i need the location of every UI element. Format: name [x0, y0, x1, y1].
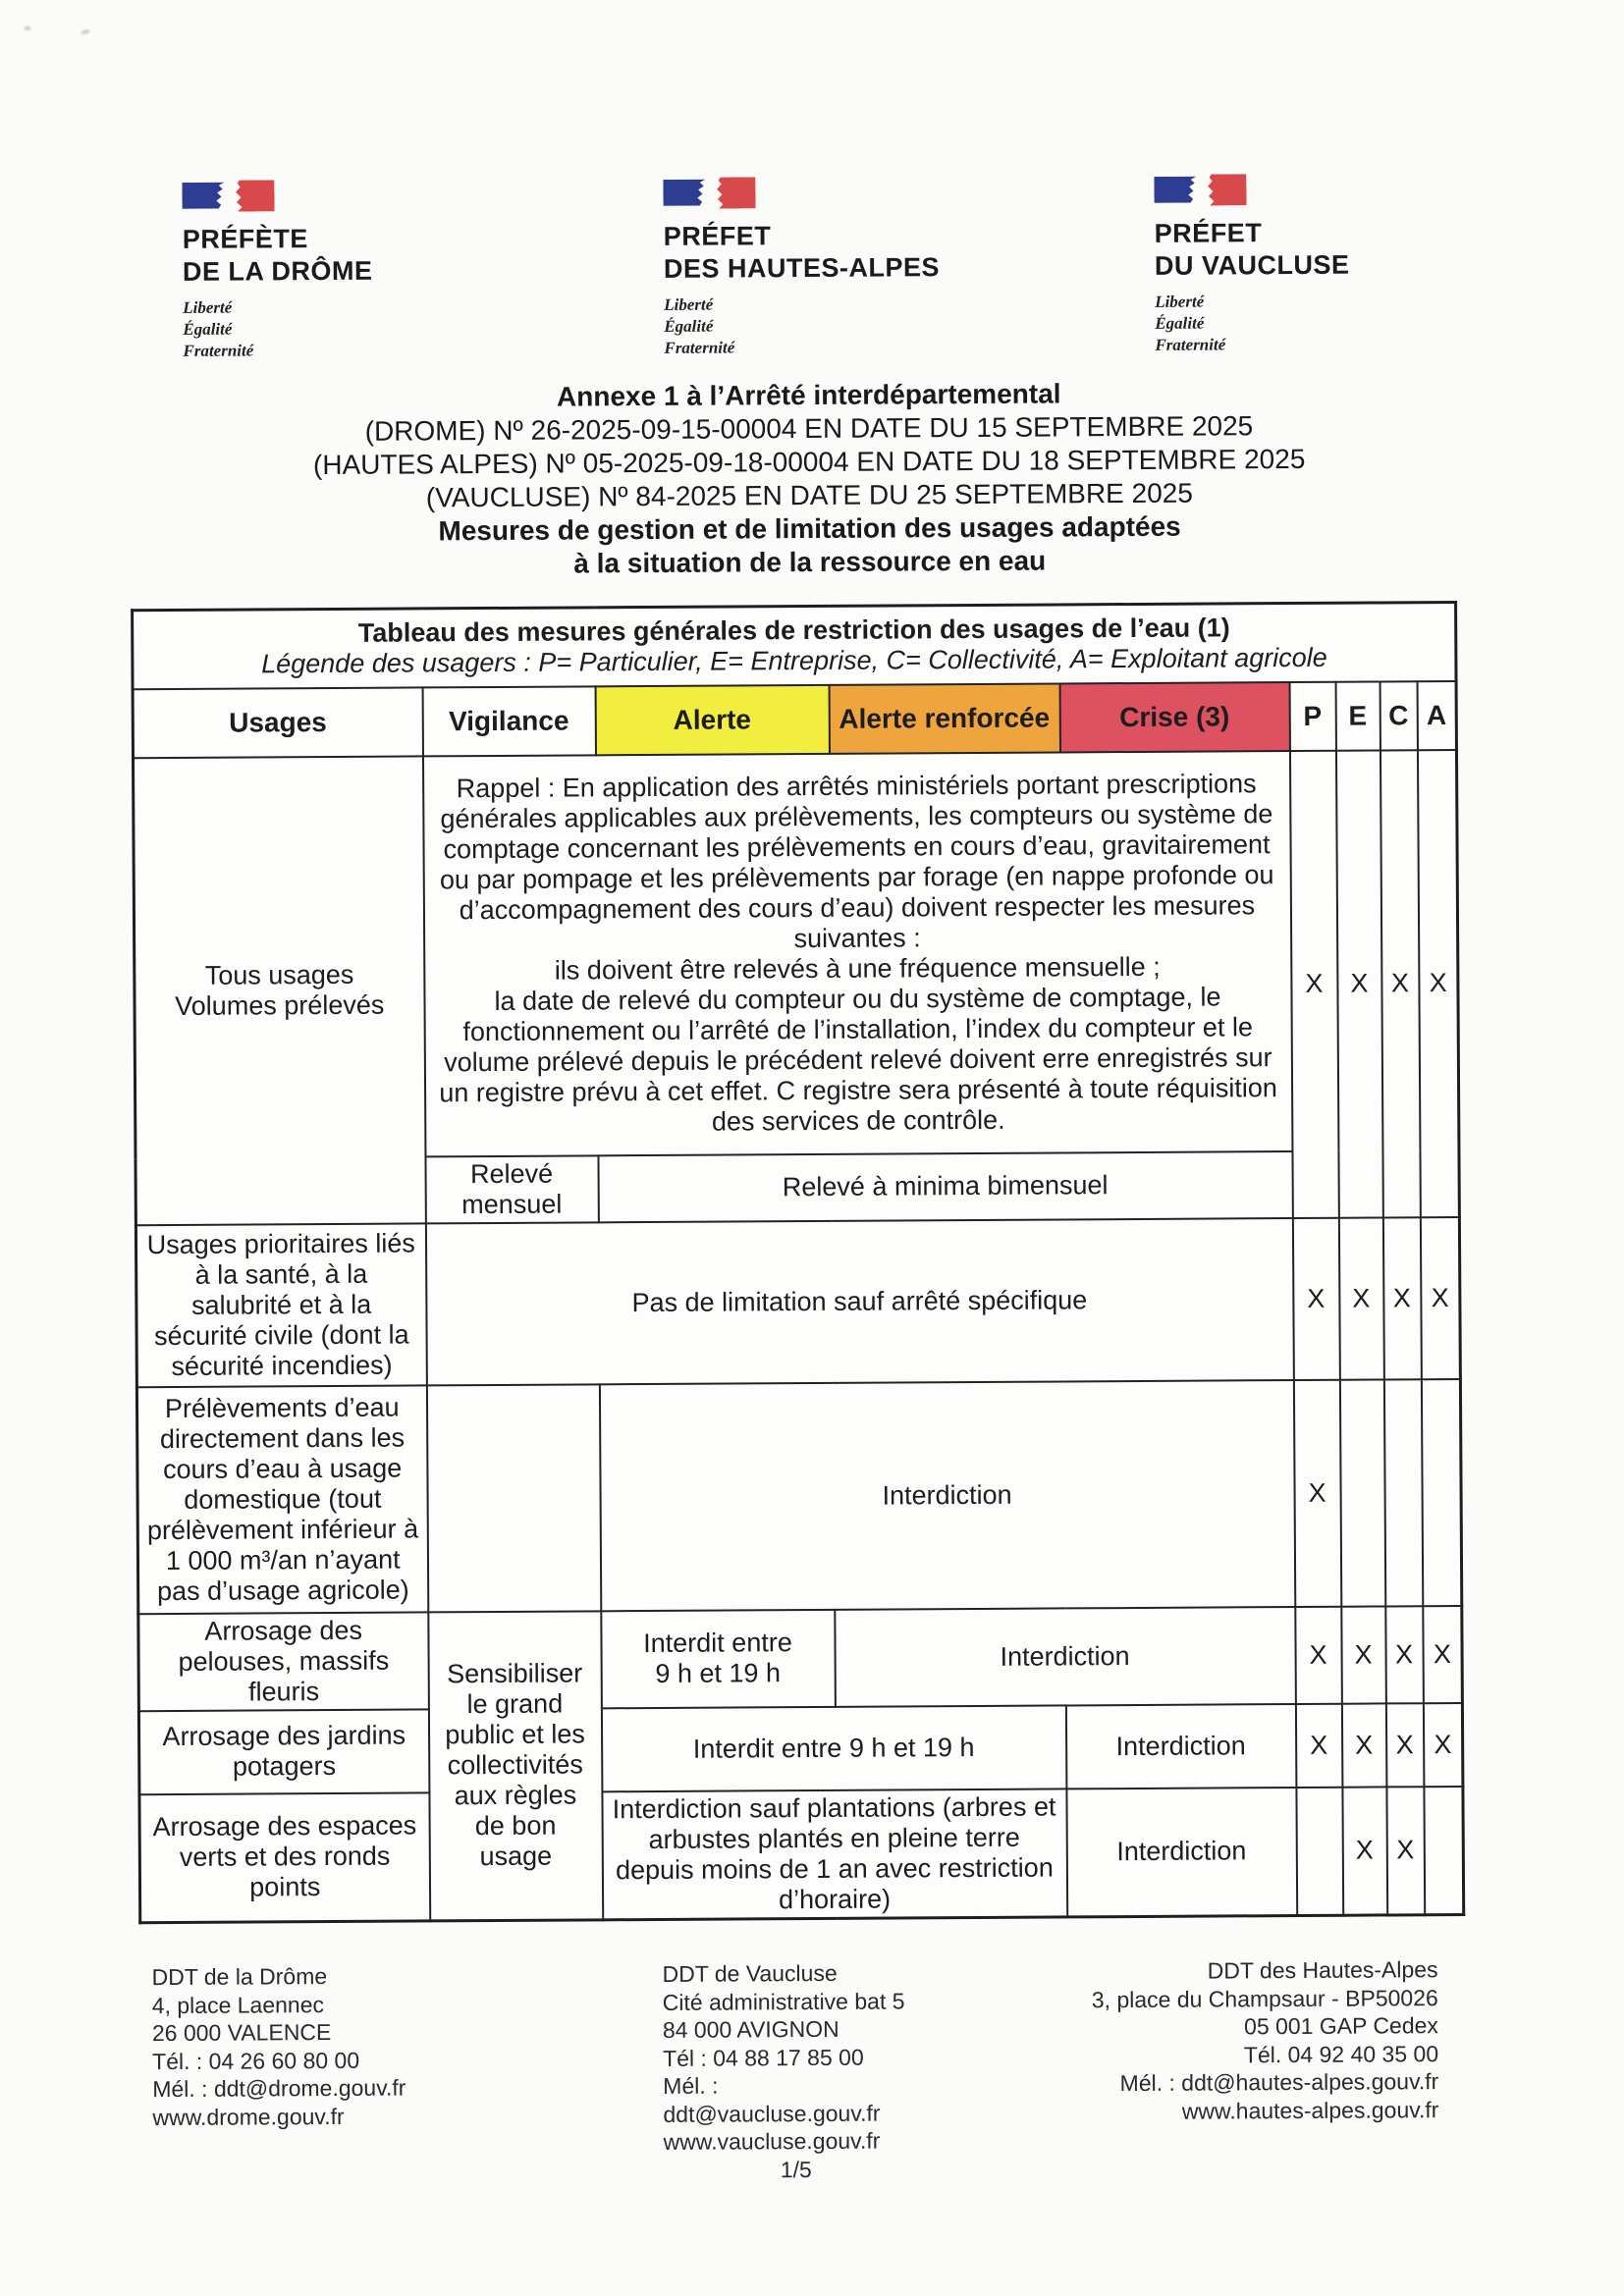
usage-arrosage-pelouses: Arrosage des pelouses, massifs fleuris: [138, 1612, 429, 1711]
table-title: Tableau des mesures générales de restriction des usages de l’eau (1): [357, 613, 1230, 648]
marianne-logo-icon: [663, 177, 757, 211]
title-line-hautes-alpes: (HAUTES ALPES) Nº 05-2025-09-18-00004 EN DATE DU 18 SEPTEMBRE 2025: [312, 443, 1306, 481]
prefecture-name: PRÉFÈTE DE LA DRÔME: [182, 224, 373, 287]
scan-artifact: [24, 27, 30, 30]
releve-mensuel-cell: Relevé mensuel: [425, 1155, 598, 1223]
usage-prioritaires: Usages prioritaires liés à la santé, à la salubrité et à la sécurité civile (dont la sécurité incendies): [135, 1223, 426, 1387]
col-header-alerte-renforcee: Alerte renforcée: [829, 683, 1059, 753]
flag-blue-shape: [663, 180, 705, 206]
marianne-logo-icon: [182, 180, 276, 214]
page-number: 1/5: [780, 2156, 812, 2182]
flag-red-shape: [715, 177, 755, 208]
vigilance-empty-cell: [426, 1384, 600, 1612]
interdiction-sauf-plantations-cell: Interdiction sauf plantations (arbres et arbustes plantés en pleine terre depuis moins de 1 an avec restriction d’horaire): [602, 1789, 1067, 1919]
motto: Liberté Égalité Fraternité: [183, 297, 254, 360]
prefecture-block-drome: [182, 178, 595, 362]
sensibiliser-cell: Sensibiliser le grand public et les collectivités aux règles de bon usage: [428, 1611, 603, 1921]
flag-blue-shape: [182, 183, 224, 209]
col-header-alerte: Alerte: [595, 684, 829, 754]
motto: Liberté Égalité Fraternité: [1155, 292, 1226, 354]
footer-ddt-drome: DDT de la Drôme 4, place Laennec 26 000 VALENCE Tél. : 04 26 60 80 00 Mél. : ddt@drome.gouv.fr www.drome.gouv.fr: [151, 1963, 406, 2130]
title-line-mesures: Mesures de gestion et de limitation des usages adaptées: [438, 510, 1181, 547]
usage-arrosage-jardins: Arrosage des jardins potagers: [138, 1709, 429, 1794]
mark-c: X: [1386, 1787, 1425, 1915]
mark-a: [1421, 1378, 1462, 1605]
mark-c: X: [1385, 1703, 1424, 1787]
col-header-a: A: [1417, 680, 1457, 749]
interdit-horaire-cell: Interdit entre 9 h et 19 h: [601, 1609, 836, 1707]
prefecture-name: PRÉFET DES HAUTES-ALPES: [663, 221, 941, 284]
mark-c: X: [1382, 1217, 1421, 1379]
scan-artifact: [81, 28, 90, 34]
usage-arrosage-espaces-verts: Arrosage des espaces verts et des ronds points: [139, 1792, 430, 1922]
mark-e: X: [1338, 1217, 1383, 1379]
mark-e: X: [1342, 1787, 1387, 1915]
interdiction-cell: Interdiction: [1066, 1788, 1297, 1917]
pas-de-limitation-cell: Pas de limitation sauf arrêté spécifique: [425, 1218, 1293, 1385]
restriction-measures-table: [131, 601, 1465, 1924]
title-line-annexe: Annexe 1 à l’Arrêté interdépartemental: [556, 378, 1061, 412]
mark-p: X: [1292, 1217, 1339, 1379]
mark-e: X: [1341, 1606, 1386, 1703]
motto: Liberté Égalité Fraternité: [664, 294, 735, 357]
rappel-text-cell: Rappel : En application des arrêtés ministériels portant prescriptions générales applicables aux prélèvements, les compteurs ou système de comptage concernant les prélèvements en cours d’eau, gravitairement ou par pompage et les prélèvements par forage (en nappe profonde ou d’accompagnement des cours d’eau) doivent respecter les mesures suivantes : ils doivent être relevés à une fréquence mensuelle ; la date de relevé du compteur ou du système de comptage, le fonctionnement ou l’arrêté de l’installation, l’index du compteur et le volume prélevé depuis le précédent relevé doivent erre enregistrés sur un registre prévu à cet effet. C registre sera présenté à toute réquisition des services de contrôle.: [422, 751, 1291, 1156]
mark-a: [1424, 1786, 1464, 1914]
marianne-logo-icon: [1154, 174, 1248, 208]
prefecture-block-hautes-alpes: [663, 175, 1076, 359]
mark-e: [1339, 1379, 1384, 1606]
mark-a: X: [1417, 749, 1459, 1216]
mark-a: X: [1423, 1702, 1463, 1786]
table-title-cell: [133, 602, 1457, 688]
mark-c: X: [1380, 750, 1420, 1217]
releve-bimensuel-cell: Relevé à minima bimensuel: [598, 1151, 1292, 1222]
title-line-ressource: à la situation de la ressource en eau: [573, 545, 1047, 579]
footer-ddt-hautes-alpes: DDT des Hautes-Alpes 3, place du Champsaur - BP50026 05 001 GAP Cedex Tél. 04 92 40 35 00 Mél. : ddt@hautes-alpes.gouv.fr www.hautes-alpes.gouv.fr: [1091, 1956, 1439, 2124]
mark-c: X: [1385, 1606, 1424, 1703]
mark-a: X: [1420, 1216, 1460, 1378]
title-line-vaucluse: (VAUCLUSE) Nº 84-2025 EN DATE DU 25 SEPTEMBRE 2025: [425, 477, 1193, 513]
mark-e: X: [1341, 1703, 1386, 1787]
interdiction-cell: Interdiction: [835, 1607, 1296, 1707]
mark-c: [1383, 1379, 1422, 1606]
title-line-drome: (DROME) Nº 26-2025-09-15-00004 EN DATE DU 15 SEPTEMBRE 2025: [364, 410, 1254, 447]
col-header-p: P: [1289, 681, 1335, 750]
interdit-horaire-cell: Interdit entre 9 h et 19 h: [601, 1705, 1066, 1791]
col-header-e: E: [1335, 681, 1380, 750]
mark-p: X: [1289, 750, 1338, 1217]
flag-red-shape: [234, 180, 274, 211]
mark-p: X: [1295, 1703, 1342, 1787]
col-header-usages: Usages: [133, 687, 422, 758]
col-header-c: C: [1380, 681, 1417, 750]
mark-p: [1296, 1787, 1343, 1915]
usage-tous-usages: Tous usages Volumes prélevés: [133, 756, 425, 1225]
table-legend: Légende des usagers : P= Particulier, E= Entreprise, C= Collectivité, A= Exploitant agricole: [261, 642, 1327, 679]
mark-a: X: [1423, 1605, 1463, 1702]
prefecture-name: PRÉFET DU VAUCLUSE: [1154, 218, 1350, 281]
usage-prelevements-domestiques: Prélèvements d’eau directement dans les cours d’eau à usage domestique (tout prélèvement inférieur à 1 000 m³/an n’ayant pas d’usage agricole): [136, 1385, 427, 1614]
footer-ddt-vaucluse: DDT de Vaucluse Cité administrative bat 5 84 000 AVIGNON Tél : 04 88 17 85 00 Mél. : ddt@vaucluse.gouv.fr www.vaucluse.gouv.fr 1/5: [662, 1958, 928, 2184]
interdiction-cell: Interdiction: [1065, 1704, 1296, 1789]
col-header-crise: Crise (3): [1059, 682, 1289, 752]
prefecture-block-vaucluse: [1154, 172, 1567, 356]
flag-blue-shape: [1154, 177, 1196, 203]
mark-p: X: [1295, 1606, 1342, 1703]
document-title: [0, 374, 1622, 584]
flag-red-shape: [1206, 174, 1246, 205]
interdiction-cell: Interdiction: [599, 1380, 1294, 1611]
col-header-vigilance: Vigilance: [422, 686, 595, 756]
mark-p: X: [1293, 1379, 1340, 1606]
mark-e: X: [1335, 750, 1382, 1217]
